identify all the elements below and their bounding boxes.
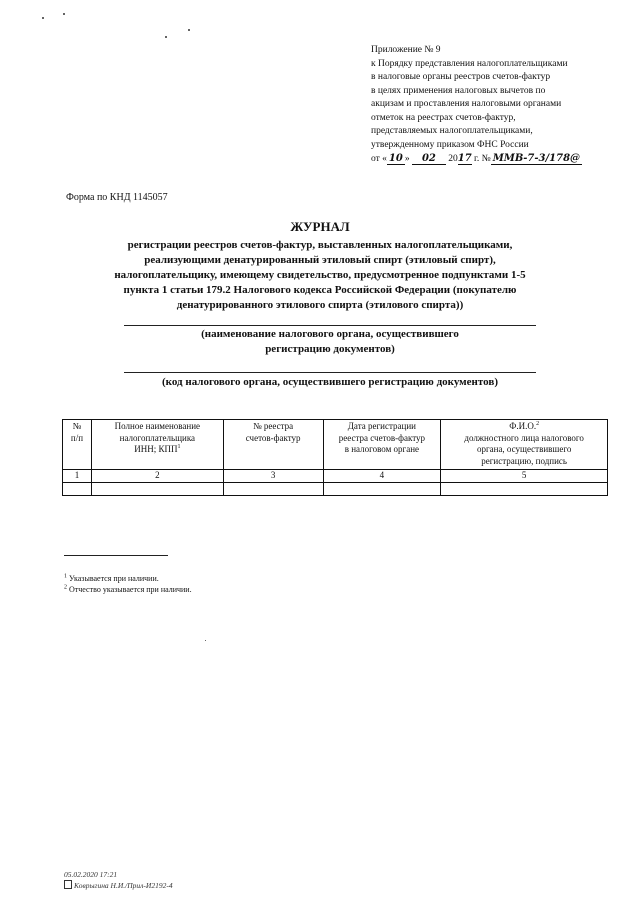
footnote: $^2$ Отчество указывается при наличии. (64, 584, 192, 594)
header-register-number: № реестра счетов-фактур (223, 420, 323, 470)
table-cell (91, 482, 223, 495)
authority-name-rule (124, 325, 536, 326)
scan-speck (42, 17, 44, 19)
handwritten-day: 10 (388, 153, 403, 164)
journal-subtitle-line: пункта 1 статьи 179.2 Налогового кодекса Российской Федерации (покупателю (123, 284, 517, 296)
column-number: 4 (323, 470, 441, 483)
appendix-line: утвержденному приказом ФНС России (371, 139, 529, 150)
scan-speck (188, 29, 190, 31)
footnote-rule (64, 555, 168, 556)
table-cell (223, 482, 323, 495)
table-cell (63, 482, 92, 495)
registration-stamp: 05.02.2020 17:21 Коврыгина Н.И./Прил-И2192-4 (64, 870, 173, 890)
appendix-line: представляемых налогоплательщиками, (371, 126, 533, 136)
handwritten-month: 02 (412, 153, 446, 165)
footnote: $^1$ Указывается при наличии. (64, 573, 159, 583)
table-column-numbers-row (63, 470, 608, 483)
appendix-line: акцизам и проставления налоговыми органами (371, 99, 562, 109)
table-header-row (63, 420, 608, 470)
appendix-line: Приложение № 9 (371, 45, 441, 55)
handwritten-year: 17 (457, 153, 472, 164)
form-code: Форма по КНД 1145057 (66, 192, 168, 203)
column-number: 5 (441, 470, 608, 483)
column-number: 3 (223, 470, 323, 483)
appendix-line: отметок на реестрах счетов-фактур, (371, 112, 516, 123)
table-cell (441, 482, 608, 495)
journal-table (62, 419, 608, 496)
header-row-number: № п/п (63, 420, 92, 470)
journal-subtitle-line: налогоплательщику, имеющему свидетельство, предусмотренное подпунктами 1-5 (114, 269, 526, 281)
document-icon (64, 880, 72, 889)
journal-subtitle-line: реализующими денатурированный этиловый спирт (этиловый спирт), (144, 254, 496, 266)
journal-subtitle-line: денатурированного этилового спирта (этилового спирта)) (176, 299, 464, 311)
column-number: 1 (63, 470, 92, 483)
appendix-block (371, 44, 621, 167)
authority-name-caption: (наименование налогового органа, осуществившего регистрацию документов) (201, 328, 459, 355)
scan-speck (205, 640, 206, 641)
journal-title: ЖУРНАЛ (290, 219, 350, 234)
appendix-line: к Порядку представления налогоплательщиками (371, 58, 568, 69)
authority-code-caption: (код налогового органа, осуществившего регистрацию документов) (162, 376, 498, 388)
table-cell (323, 482, 441, 495)
column-number: 2 (91, 470, 223, 483)
header-official: Ф.И.О.$^2$ должностного лица налогового органа, осуществившего регистрацию, подпись (441, 420, 608, 470)
header-taxpayer-name: Полное наименование налогоплательщика ИНН; КПП$^1$ (91, 420, 223, 470)
journal-subtitle-line: регистрации реестров счетов-фактур, выставленных налогоплательщиками, (127, 239, 513, 251)
handwritten-order-number: ММВ-7-3/178@ (492, 153, 581, 164)
authority-code-rule (124, 372, 536, 373)
scan-speck (63, 13, 65, 15)
journal-title-block (80, 219, 560, 313)
header-registration-date: Дата регистрации реестра счетов-фактур в налоговом органе (323, 420, 441, 470)
appendix-line: в налоговые органы реестров счетов-фактур (371, 72, 551, 82)
table-row (63, 482, 608, 495)
order-date-line: от « 10 » 02 2017 г. № ММВ-7-3/178@ (371, 153, 581, 164)
scan-speck (165, 36, 167, 38)
appendix-line: в целях применения налоговых вычетов по (371, 85, 546, 96)
